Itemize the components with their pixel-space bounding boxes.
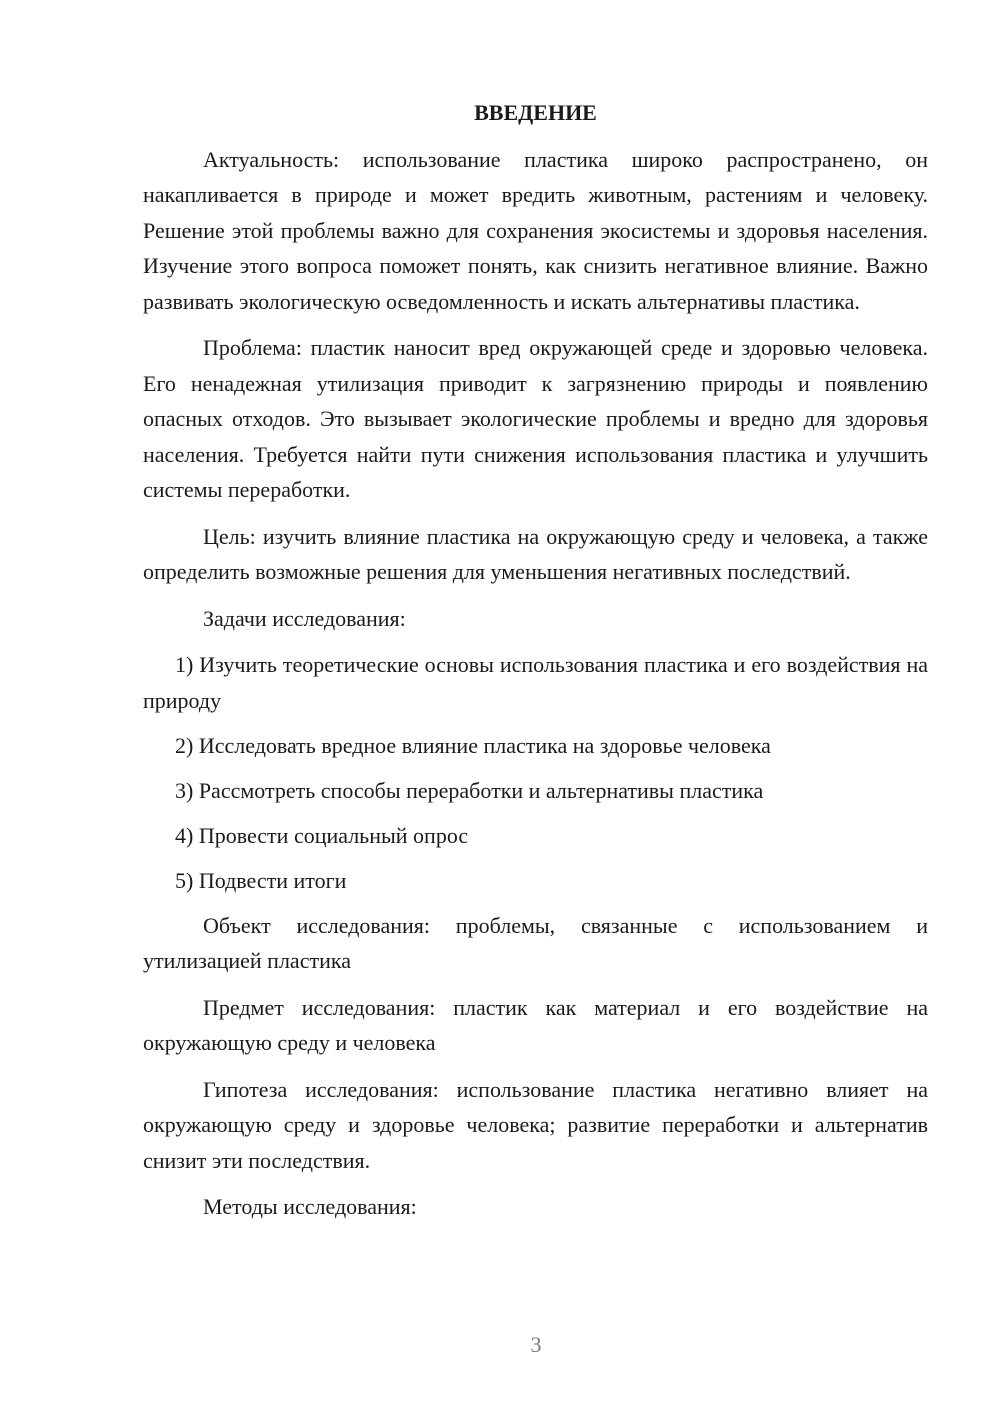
relevance-paragraph: Актуальность: использование пластика широко распространено, он накапливается в природе и может вредить животным, растениям и человеку. Решение этой проблемы важно для сохранения экосистемы и здоровья населения. Изучение этого вопроса поможет понять, как снизить негативное влияние. Важно развивать экологическую осведомленность и искать альтернативы пластика. (143, 146, 928, 314)
task-item: 1) Изучить теоретические основы использования пластика и его воздействия на природу (143, 652, 928, 713)
document-page (143, 95, 928, 1225)
problem-paragraph: Проблема: пластик наносит вред окружающей среде и здоровью человека. Его ненадежная утилизация приводит к загрязнению природы и появлению опасных отходов. Это вызывает экологические проблемы и вредно для здоровья населения. Требуется найти пути снижения использования пластика и улучшить системы переработки. (143, 335, 928, 502)
task-item: 3) Рассмотреть способы переработки и альтернативы пластика (175, 777, 764, 803)
page-number: 3 (530, 1332, 542, 1357)
hypothesis-paragraph: Гипотеза исследования: использование пластика негативно влияет на окружающую среду и здоровье человека; развитие переработки и альтернатив снизит эти последствия. (143, 1076, 928, 1173)
task-item: 5) Подвести итоги (175, 867, 347, 893)
goal-paragraph: Цель: изучить влияние пластика на окружающую среду и человека, а также определить возможные решения для уменьшения негативных последствий. (143, 523, 928, 584)
methods-title: Методы исследования: (203, 1194, 417, 1219)
object-paragraph: Объект исследования: проблемы, связанные с использованием и утилизацией пластика (143, 912, 928, 973)
tasks-title: Задачи исследования: (203, 605, 406, 631)
section-heading: ВВЕДЕНИЕ (474, 100, 597, 125)
task-item: 4) Провести социальный опрос (175, 822, 469, 848)
subject-paragraph: Предмет исследования: пластик как материал и его воздействие на окружающую среду и человека (143, 994, 928, 1055)
task-item: 2) Исследовать вредное влияние пластика на здоровье человека (175, 732, 771, 758)
